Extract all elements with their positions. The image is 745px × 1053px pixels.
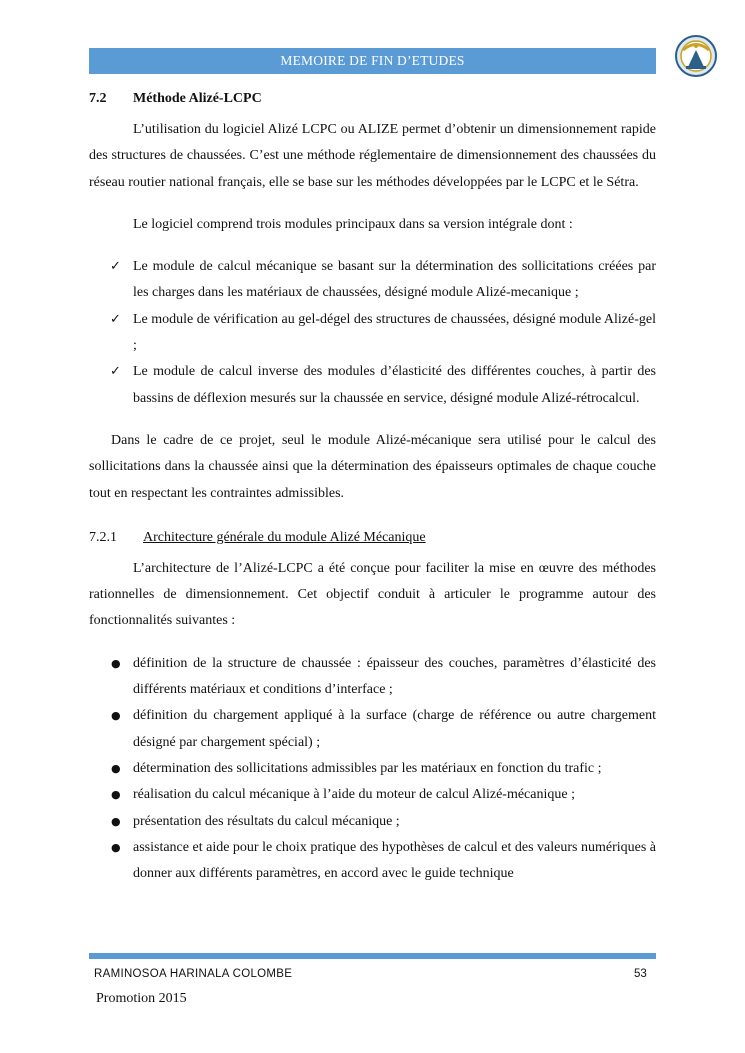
subsection-heading [89, 525, 656, 551]
bullet-icon: ● [111, 840, 121, 854]
list-item: ✓ Le module de calcul mécanique se basant sur la détermination des sollicitations créées par les charges dans les matériaux de chaussées, désigné module Alizé-mecanique ; [89, 254, 656, 307]
subsection-paragraph-1: L’architecture de l’Alizé-LCPC a été conçue pour faciliter la mise en œuvre des méthodes rationnelles de dimensionnement. Cet objectif conduit à articuler le programme autour des fonctionnalités suivantes : [89, 560, 656, 629]
list-item: ● présentation des résultats du calcul mécanique ; [89, 809, 656, 835]
checkmark-icon: ✓ [110, 259, 121, 275]
bullet-icon: ● [111, 788, 121, 802]
bullet-icon: ● [111, 814, 121, 828]
list-item: ✓ Le module de calcul inverse des modules d’élasticité des différentes couches, à partir des bassins de déflexion mesurés sur la chaussée en service, désigné module Alizé-rétrocalcul. [89, 359, 656, 412]
section-number: 7.2 [89, 91, 107, 106]
subsection-number: 7.2.1 [89, 529, 117, 545]
list-item: ● définition du chargement appliqué à la surface (charge de référence ou autre chargement désigné par chargement spécial) ; [89, 703, 656, 756]
section-paragraph-2: Le logiciel comprend trois modules principaux dans sa version intégrale dont : [133, 216, 573, 232]
section-paragraph-1: L’utilisation du logiciel Alizé LCPC ou ALIZE permet d’obtenir un dimensionnement rapide des structures de chaussées. C’est une méthode réglementaire de dimensionnement des chaussées du réseau routier national français, elle se base sur les méthodes développées par le LCPC et le Sétra. [89, 122, 656, 190]
university-seal-icon [674, 34, 718, 78]
page-content [89, 86, 656, 887]
section-paragraph-3: Dans le cadre de ce projet, seul le module Alizé-mécanique sera utilisé pour le calcul des sollicitations dans la chaussée ainsi que la détermination des épaisseurs optimales de chaque couche tout en respectant les contraintes admissibles. [89, 432, 656, 501]
header-title: MEMOIRE DE FIN D’ETUDES [280, 53, 465, 68]
features-list [89, 651, 656, 888]
footer-promotion: Promotion 2015 [96, 991, 187, 1006]
checkmark-icon: ✓ [110, 364, 121, 380]
modules-list [89, 254, 656, 412]
footer-divider [89, 953, 656, 959]
page-number: 53 [634, 968, 647, 980]
checkmark-icon: ✓ [110, 311, 121, 327]
list-item: ● réalisation du calcul mécanique à l’aide du moteur de calcul Alizé-mécanique ; [89, 782, 656, 808]
bullet-icon: ● [111, 709, 121, 723]
list-item: ● assistance et aide pour le choix pratique des hypothèses de calcul et des valeurs numériques à donner aux différents paramètres, en accord avec le guide technique [89, 835, 656, 888]
bullet-icon: ● [111, 761, 121, 775]
subsection-title: Architecture générale du module Alizé Mécanique [143, 529, 426, 545]
page-header-bar [89, 48, 656, 74]
list-item: ✓ Le module de vérification au gel-dégel des structures de chaussées, désigné module Alizé-gel ; [89, 307, 656, 360]
list-item: ● détermination des sollicitations admissibles par les matériaux en fonction du trafic ; [89, 756, 656, 782]
list-item: ● définition de la structure de chaussée : épaisseur des couches, paramètres d’élasticité des différents matériaux et conditions d’interface ; [89, 651, 656, 704]
section-heading [89, 86, 656, 112]
bullet-icon: ● [111, 656, 121, 670]
section-title: Méthode Alizé-LCPC [133, 91, 262, 106]
footer-author: RAMINOSOA HARINALA COLOMBE [94, 968, 293, 980]
